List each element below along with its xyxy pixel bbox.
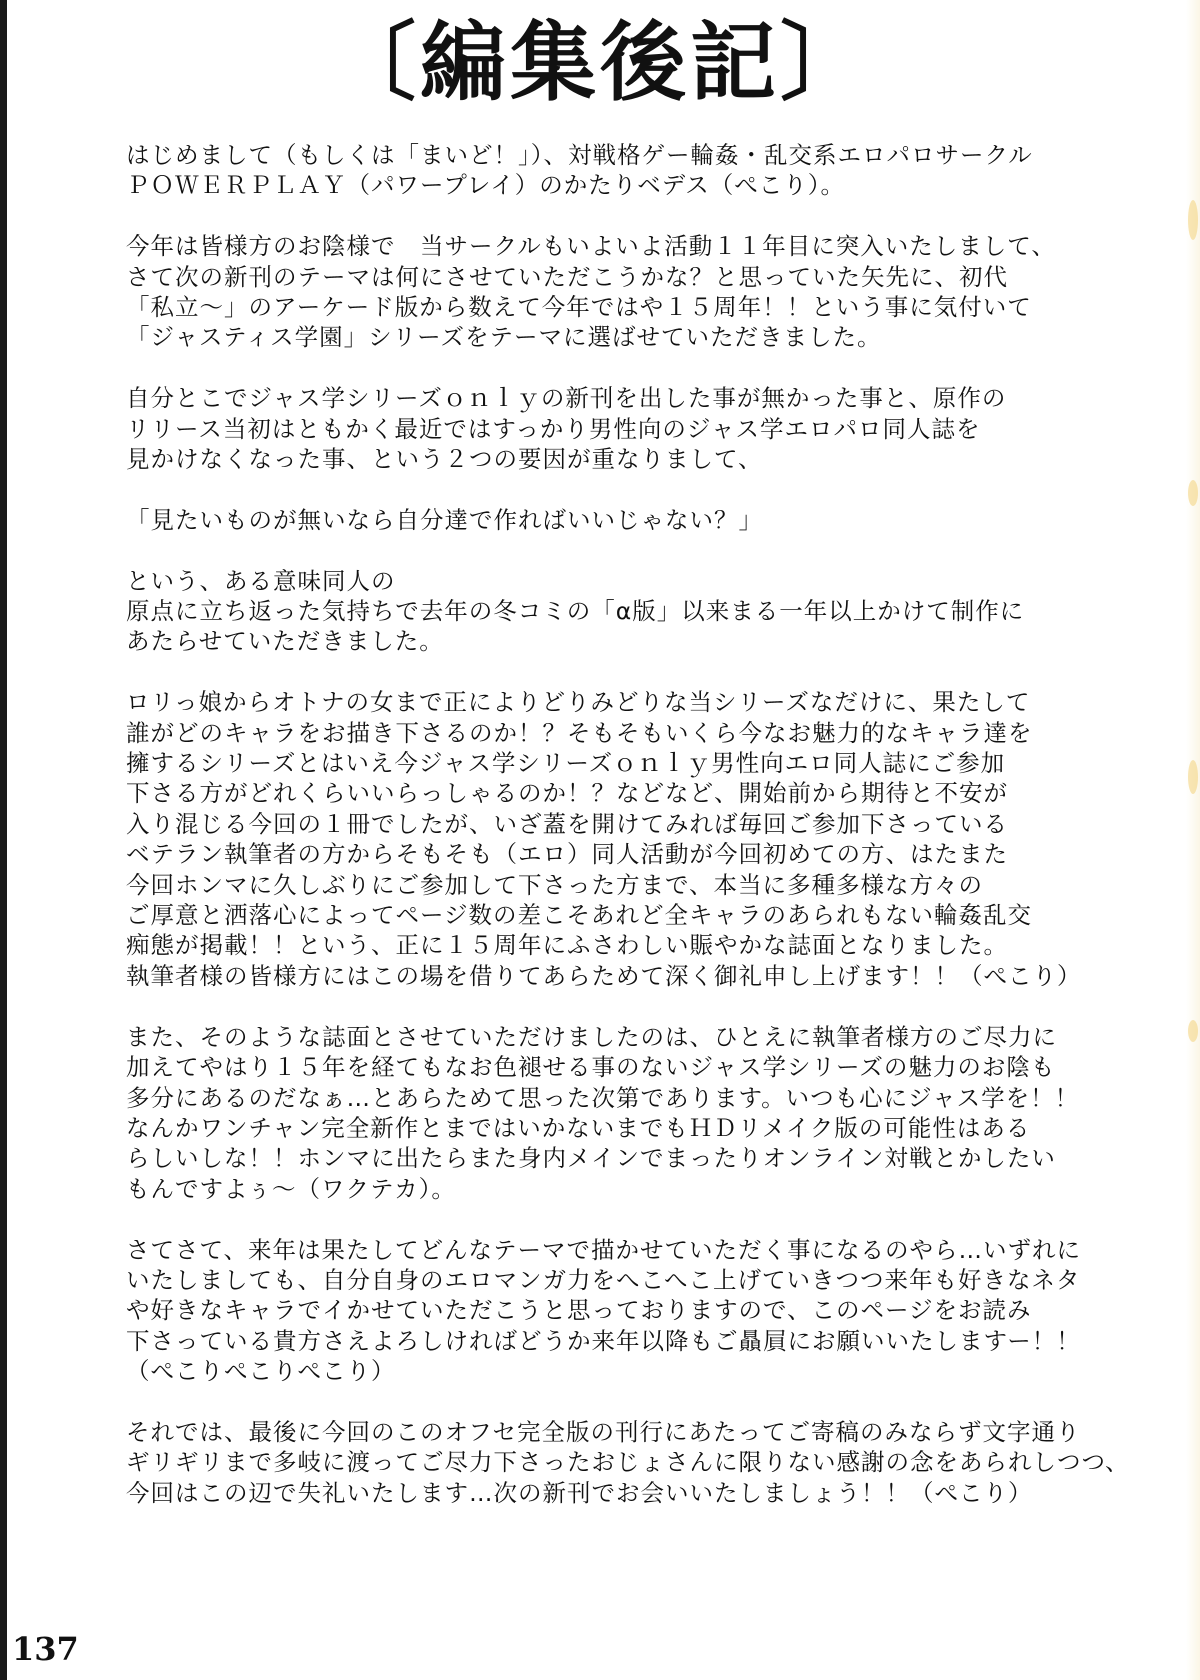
paragraph: ロリっ娘からオトナの女まで正によりどりみどりな当シリーズなだけに、果たして 誰がどのキャラをお描き下さるのか！？そもそもいくら今なお魅力的なキャラ達を 擁するシリーズとはいえ今ジャス学シリーズｏｎｌｙ男性向エロ同人誌にご参加 下さる方がどれくらいいらっしゃるのか！？などなど、開始前から期待と不安が 入り混じる今回の１冊でしたが、いざ蓋を開けてみれば毎回ご参加下さっている ベテラン執筆者の方からそもそも（エロ）同人活動が今回初めての方、はたまた 今回ホンマに久しぶりにご参加して下さった方まで、本当に多種多様な方々の ご厚意と洒落心によってページ数の差こそあれど全キャラのあられもない輪姦乱交 痴態が掲載！！という、正に１５周年にふさわしい賑やかな誌面となりました。 執筆者様の皆様方にはこの場を借りてあらためて深く御礼申し上げます！！（ぺこり）: [126, 688, 1082, 990]
paragraph: 今年は皆様方のお陰様で 当サークルもいよいよ活動１１年目に突入いたしまして、 さて次の新刊のテーマは何にさせていただこうかな？と思っていた矢先に、初代 「私立～」のアーケード版から数えて今年ではや１５周年！！という事に気付いて 「ジャスティス学園」シリーズをテーマに選ばせていただきました。: [126, 232, 1056, 352]
paragraph: という、ある意味同人の 原点に立ち返った気持ちで去年の冬コミの「α版」以来まる一年以上かけて制作に あたらせていただきました。: [126, 566, 1025, 656]
page-stain: [1188, 480, 1198, 506]
page-number: 137: [12, 1630, 79, 1668]
paragraph: さてさて、来年は果たしてどんなテーマで描かせていただく事になるのやら…いずれに いたしましても、自分自身のエロマンガ力をへこへこ上げていきつつ来年も好きなネタ や好きなキャラでイかせていただこうと思っておりますので、このページをお読み 下さっている貴方さえよろしければどうか来年以降もご贔屓にお願いいたしますー！！ （ぺこりぺこりぺこり）: [126, 1235, 1082, 1386]
paragraph: それでは、最後に今回のこのオフセ完全版の刊行にあたってご寄稿のみならず文字通り ギリギリまで多岐に渡ってご尽力下さったおじょさんに限りない感謝の念をあられしつつ、 今回はこの辺で失礼いたします…次の新刊でお会いいたしましょう！！（ぺこり）: [126, 1417, 1130, 1507]
page-stain: [1188, 760, 1198, 794]
page-stain: [1188, 200, 1198, 240]
paragraph: 「見たいものが無いなら自分達で作ればいいじゃない？」: [126, 505, 763, 534]
paragraph: はじめまして（もしくは「まいど！」）、対戦格ゲー輪姦・乱交系エロパロサークル ＰＯＷＥＲＰＬＡＹ（パワープレイ）のかたりベデス（ぺこり）。: [126, 141, 1033, 200]
afterword-body: [126, 140, 1166, 1539]
page-stain: [1188, 1020, 1198, 1042]
paragraph: また、そのような誌面とさせていただけましたのは、ひとえに執筆者様方のご尽力に 加えてやはり１５年を経てもなお色褪せる事のないジャス学シリーズの魅力のお陰も 多分にあるのだなぁ…とあらためて思った次第であります。いつも心にジャス学を！！ なんかワンチャン完全新作とまではいかないまでもＨＤリメイク版の可能性はある らしいしな！！ホンマに出たらまた身内メインでまったりオンライン対戦とかしたい もんですよぅ～（ワクテカ）。: [126, 1022, 1080, 1203]
left-page-border: [0, 0, 7, 1680]
page-title: 〔編集後記〕: [330, 12, 870, 113]
paragraph: 自分とこでジャス学シリーズｏｎｌｙの新刊を出した事が無かった事と、原作の リリース当初はともかく最近ではすっかり男性向のジャス学エロパロ同人誌を 見かけなくなった事、という２つの要因が重なりまして、: [126, 384, 1007, 474]
right-page-edge: [1186, 0, 1200, 1680]
